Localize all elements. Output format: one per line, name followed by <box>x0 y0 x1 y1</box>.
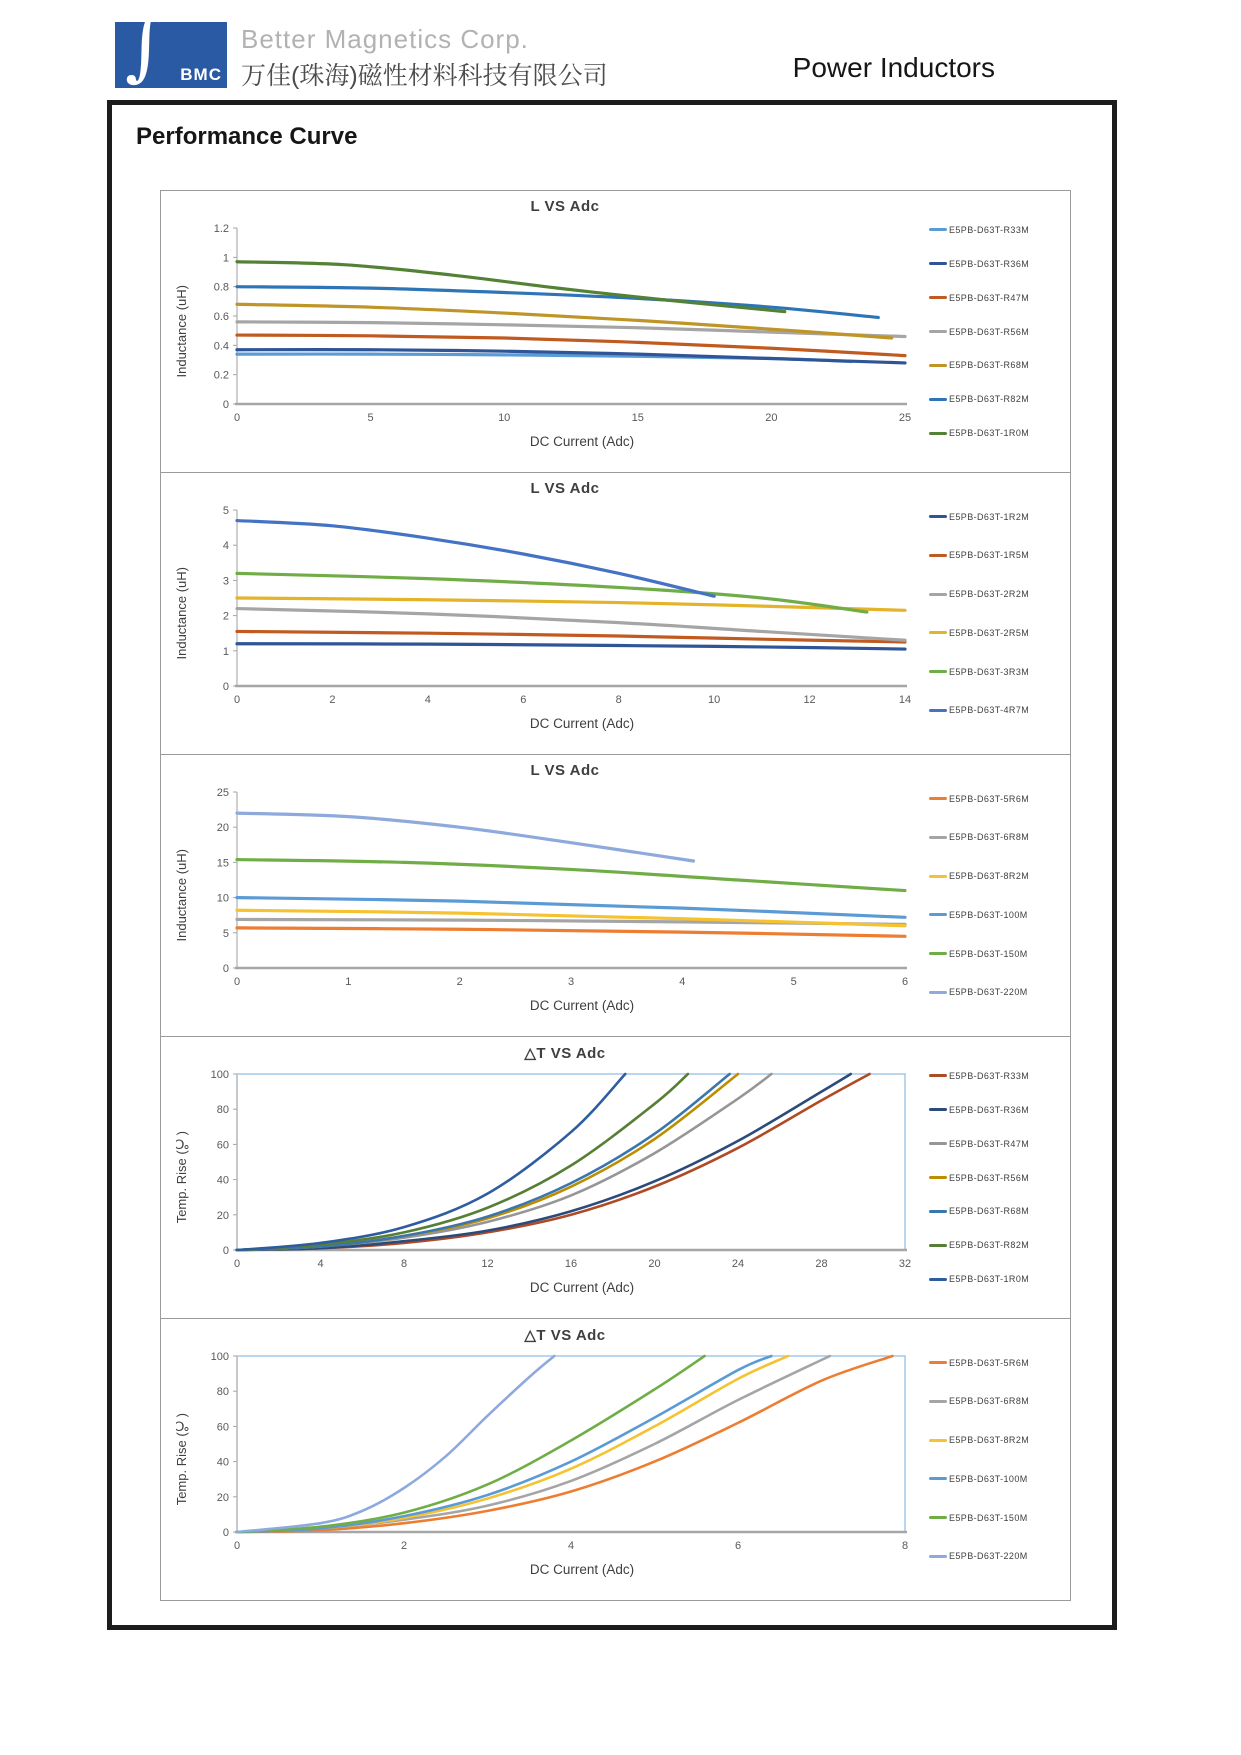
x-tick-label: 10 <box>498 412 511 424</box>
y-tick-label: 100 <box>210 1070 229 1081</box>
series-curve-E5PB-D63T-1R2M <box>237 644 905 649</box>
legend-swatch-icon <box>929 228 947 231</box>
bmc-logo <box>115 0 227 90</box>
legend-swatch-icon <box>929 836 947 839</box>
legend-label: E5PB-D63T-R68M <box>949 360 1030 371</box>
x-tick-label: 8 <box>901 1540 909 1552</box>
series-curve-E5PB-D63T-150M <box>237 1356 705 1532</box>
legend-item <box>929 1173 1068 1183</box>
legend-item <box>929 1105 1068 1115</box>
y-tick-label: 100 <box>210 1352 229 1363</box>
series-curve-E5PB-D63T-4R7M <box>237 521 714 597</box>
y-tick-label: 25 <box>216 788 229 799</box>
legend-label: E5PB-D63T-1R0M <box>949 1274 1030 1285</box>
series-curve-E5PB-D63T-150M <box>237 860 905 891</box>
legend-item <box>929 225 1068 235</box>
legend-item <box>929 1071 1068 1081</box>
chart-legend <box>929 1319 1068 1600</box>
y-tick-label: 15 <box>216 857 229 870</box>
legend-swatch-icon <box>929 515 947 518</box>
x-tick-label: 0 <box>233 1540 241 1552</box>
chart-panel-5 <box>161 1319 1070 1600</box>
x-tick-label: 5 <box>790 976 797 988</box>
y-axis-title: Temp. Rise (℃) <box>173 1131 189 1224</box>
x-tick-label: 12 <box>481 1258 494 1270</box>
y-tick-label: 20 <box>216 1491 229 1504</box>
legend-swatch-icon <box>929 1516 947 1519</box>
legend-item <box>929 1139 1068 1149</box>
legend-item <box>929 987 1068 997</box>
y-tick-label: 0.2 <box>213 369 229 382</box>
x-tick-label: 14 <box>898 694 912 706</box>
x-tick-label: 0 <box>233 412 241 424</box>
x-tick-label: 8 <box>615 694 622 706</box>
legend-label: E5PB-D63T-R82M <box>949 1240 1030 1251</box>
x-tick-label: 6 <box>734 1540 742 1552</box>
legend-swatch-icon <box>929 797 947 800</box>
chart-legend <box>929 473 1068 754</box>
legend-label: E5PB-D63T-R47M <box>949 1138 1030 1149</box>
legend-item <box>929 949 1068 959</box>
legend-swatch-icon <box>929 1477 947 1480</box>
legend-swatch-icon <box>929 709 947 712</box>
legend-swatch-icon <box>929 554 947 557</box>
legend-label: E5PB-D63T-3R3M <box>949 666 1030 677</box>
legend-item <box>929 910 1068 920</box>
y-tick-label: 5 <box>222 927 229 940</box>
x-tick-label: 0 <box>233 1258 241 1270</box>
legend-swatch-icon <box>929 398 947 401</box>
series-curve-E5PB-D63T-220M <box>237 813 693 861</box>
legend-label: E5PB-D63T-220M <box>949 987 1028 998</box>
legend-item <box>929 428 1068 438</box>
legend-item <box>929 1240 1068 1250</box>
legend-swatch-icon <box>929 1108 947 1111</box>
legend-label: E5PB-D63T-R56M <box>949 326 1030 337</box>
legend-item <box>929 1551 1068 1561</box>
x-axis-title: DC Current (Adc) <box>529 1562 635 1577</box>
y-tick-label: 1 <box>222 645 229 658</box>
x-axis-title: DC Current (Adc) <box>529 434 635 449</box>
x-tick-label: 20 <box>765 412 778 424</box>
legend-swatch-icon <box>929 875 947 878</box>
series-curve-E5PB-D63T-1R0M <box>237 1074 625 1250</box>
legend-item <box>929 327 1068 337</box>
y-tick-label: 1.2 <box>213 224 229 235</box>
legend-label: E5PB-D63T-R33M <box>949 224 1030 235</box>
y-tick-label: 1 <box>222 252 229 265</box>
legend-item <box>929 394 1068 404</box>
legend-item <box>929 871 1068 881</box>
y-tick-label: 5 <box>222 506 229 517</box>
legend-label: E5PB-D63T-8R2M <box>949 871 1030 882</box>
legend-label: E5PB-D63T-R36M <box>949 258 1030 269</box>
chart-plot-area <box>201 788 929 998</box>
x-tick-label: 2 <box>400 1540 408 1552</box>
legend-swatch-icon <box>929 1278 947 1281</box>
legend-swatch-icon <box>929 330 947 333</box>
series-curve-E5PB-D63T-R56M <box>237 1074 738 1250</box>
y-tick-label: 4 <box>222 540 229 553</box>
y-tick-label: 0.4 <box>213 340 229 353</box>
logo-bmc-text: BMC <box>180 65 222 84</box>
legend-label: E5PB-D63T-1R0M <box>949 428 1030 439</box>
series-curve-E5PB-D63T-6R8M <box>237 1356 830 1532</box>
legend-item <box>929 667 1068 677</box>
legend-label: E5PB-D63T-1R5M <box>949 550 1030 561</box>
legend-item <box>929 705 1068 715</box>
legend-swatch-icon <box>929 1176 947 1179</box>
y-tick-label: 0 <box>222 1245 229 1257</box>
y-tick-label: 0 <box>222 681 229 693</box>
legend-label: E5PB-D63T-1R2M <box>949 511 1030 522</box>
y-tick-label: 40 <box>216 1456 229 1469</box>
legend-swatch-icon <box>929 952 947 955</box>
legend-label: E5PB-D63T-2R2M <box>949 589 1030 600</box>
chart-title: △T VS Adc <box>524 1045 606 1062</box>
x-tick-label: 1 <box>345 976 352 988</box>
x-tick-label: 20 <box>648 1258 661 1270</box>
legend-label: E5PB-D63T-4R7M <box>949 705 1030 716</box>
x-tick-label: 2 <box>329 694 336 706</box>
legend-label: E5PB-D63T-100M <box>949 909 1028 920</box>
y-tick-label: 0.6 <box>213 311 229 323</box>
legend-swatch-icon <box>929 364 947 367</box>
chart-panel-1 <box>161 191 1070 473</box>
legend-swatch-icon <box>929 670 947 673</box>
x-tick-label: 8 <box>400 1258 408 1270</box>
legend-label: E5PB-D63T-R68M <box>949 1206 1030 1217</box>
legend-label: E5PB-D63T-R47M <box>949 292 1030 303</box>
y-axis-title: Temp. Rise (℃) <box>173 1413 189 1506</box>
y-tick-label: 40 <box>216 1174 229 1187</box>
x-tick-label: 2 <box>456 976 463 988</box>
y-tick-label: 0 <box>222 963 229 975</box>
chart-plot-area <box>201 1070 929 1280</box>
legend-item <box>929 1206 1068 1216</box>
x-tick-label: 10 <box>708 694 721 706</box>
x-tick-label: 12 <box>803 694 816 706</box>
plot-border <box>237 1356 905 1532</box>
legend-label: E5PB-D63T-150M <box>949 1512 1028 1523</box>
y-tick-label: 20 <box>216 1209 229 1222</box>
legend-label: E5PB-D63T-5R6M <box>949 1357 1030 1368</box>
y-tick-label: 0 <box>222 399 229 411</box>
x-tick-label: 4 <box>679 976 686 988</box>
chart-plot-area <box>201 224 929 434</box>
x-tick-label: 4 <box>317 1258 324 1270</box>
y-tick-label: 10 <box>216 892 229 905</box>
company-name-chinese: 万佳(珠海)磁性材料科技有限公司 <box>241 62 608 90</box>
legend-item <box>929 1274 1068 1284</box>
x-tick-label: 24 <box>731 1258 745 1270</box>
legend-label: E5PB-D63T-220M <box>949 1551 1028 1562</box>
series-curve-E5PB-D63T-R36M <box>237 1074 851 1250</box>
legend-swatch-icon <box>929 432 947 435</box>
y-tick-label: 80 <box>216 1104 229 1117</box>
chart-title: L VS Adc <box>530 480 600 497</box>
page-title: Performance Curve <box>136 123 358 150</box>
legend-label: E5PB-D63T-6R8M <box>949 832 1030 843</box>
company-name-english: Better Magnetics Corp. <box>241 24 529 54</box>
legend-item <box>929 628 1068 638</box>
chart-plot-area <box>201 1352 929 1562</box>
x-tick-label: 16 <box>564 1258 578 1270</box>
legend-label: E5PB-D63T-6R8M <box>949 1396 1030 1407</box>
legend-item <box>929 589 1068 599</box>
charts-stack <box>160 190 1071 1601</box>
series-curve-E5PB-D63T-R47M <box>237 1074 771 1250</box>
x-tick-label: 6 <box>520 694 527 706</box>
chart-legend <box>929 755 1068 1036</box>
y-tick-label: 2 <box>222 610 229 623</box>
x-tick-label: 15 <box>631 412 644 424</box>
legend-label: E5PB-D63T-8R2M <box>949 1435 1030 1446</box>
x-tick-label: 32 <box>898 1258 912 1270</box>
legend-label: E5PB-D63T-R56M <box>949 1172 1030 1183</box>
x-tick-label: 28 <box>815 1258 828 1270</box>
legend-label: E5PB-D63T-2R5M <box>949 627 1030 638</box>
x-tick-label: 6 <box>901 976 909 988</box>
y-tick-label: 20 <box>216 822 229 835</box>
legend-swatch-icon <box>929 1074 947 1077</box>
y-axis-title: Inductance (uH) <box>173 849 189 942</box>
chart-plot-area <box>201 506 929 716</box>
legend-item <box>929 293 1068 303</box>
chart-panel-3 <box>161 755 1070 1037</box>
legend-swatch-icon <box>929 296 947 299</box>
legend-swatch-icon <box>929 1142 947 1145</box>
chart-panel-2 <box>161 473 1070 755</box>
x-tick-label: 0 <box>233 694 241 706</box>
x-tick-label: 4 <box>424 694 431 706</box>
legend-label: E5PB-D63T-R36M <box>949 1104 1030 1115</box>
legend-swatch-icon <box>929 593 947 596</box>
y-tick-label: 0 <box>222 1527 229 1539</box>
chart-panel-4 <box>161 1037 1070 1319</box>
legend-item <box>929 794 1068 804</box>
legend-label: E5PB-D63T-R33M <box>949 1070 1030 1081</box>
legend-swatch-icon <box>929 1361 947 1364</box>
x-axis-title: DC Current (Adc) <box>529 998 635 1013</box>
legend-item <box>929 259 1068 269</box>
legend-label: E5PB-D63T-R82M <box>949 394 1030 405</box>
product-category-title: Power Inductors <box>792 52 995 83</box>
legend-swatch-icon <box>929 1439 947 1442</box>
legend-item <box>929 1358 1068 1368</box>
y-tick-label: 3 <box>222 575 229 588</box>
series-curve-E5PB-D63T-5R6M <box>237 928 905 936</box>
y-axis-title: Inductance (uH) <box>173 285 189 378</box>
legend-swatch-icon <box>929 1555 947 1558</box>
series-curve-E5PB-D63T-220M <box>237 1356 554 1532</box>
legend-item <box>929 550 1068 560</box>
y-tick-label: 0.8 <box>213 281 229 294</box>
chart-title: △T VS Adc <box>524 1327 606 1344</box>
legend-item <box>929 1513 1068 1523</box>
legend-item <box>929 1396 1068 1406</box>
legend-swatch-icon <box>929 991 947 994</box>
content-frame <box>107 100 1117 1630</box>
x-axis-title: DC Current (Adc) <box>529 716 635 731</box>
x-axis-title: DC Current (Adc) <box>529 1280 635 1295</box>
y-tick-label: 60 <box>216 1421 229 1434</box>
y-tick-label: 80 <box>216 1386 229 1399</box>
legend-label: E5PB-D63T-5R6M <box>949 793 1030 804</box>
legend-swatch-icon <box>929 913 947 916</box>
legend-item <box>929 1435 1068 1445</box>
legend-swatch-icon <box>929 1244 947 1247</box>
legend-item <box>929 512 1068 522</box>
logo-s-curve-icon: ∫ <box>125 0 166 90</box>
legend-label: E5PB-D63T-150M <box>949 948 1028 959</box>
legend-label: E5PB-D63T-100M <box>949 1473 1028 1484</box>
y-tick-label: 60 <box>216 1139 229 1152</box>
y-axis-title: Inductance (uH) <box>173 567 189 660</box>
chart-title: L VS Adc <box>530 762 600 779</box>
legend-swatch-icon <box>929 262 947 265</box>
x-tick-label: 0 <box>233 976 241 988</box>
legend-item <box>929 360 1068 370</box>
x-tick-label: 3 <box>567 976 575 988</box>
legend-swatch-icon <box>929 1210 947 1213</box>
legend-swatch-icon <box>929 1400 947 1403</box>
chart-legend <box>929 191 1068 472</box>
chart-title: L VS Adc <box>530 198 600 215</box>
x-tick-label: 4 <box>567 1540 575 1552</box>
series-curve-E5PB-D63T-R33M <box>237 1074 870 1250</box>
legend-swatch-icon <box>929 631 947 634</box>
x-tick-label: 5 <box>367 412 374 424</box>
legend-item <box>929 1474 1068 1484</box>
chart-legend <box>929 1037 1068 1318</box>
x-tick-label: 25 <box>898 412 912 424</box>
legend-item <box>929 832 1068 842</box>
